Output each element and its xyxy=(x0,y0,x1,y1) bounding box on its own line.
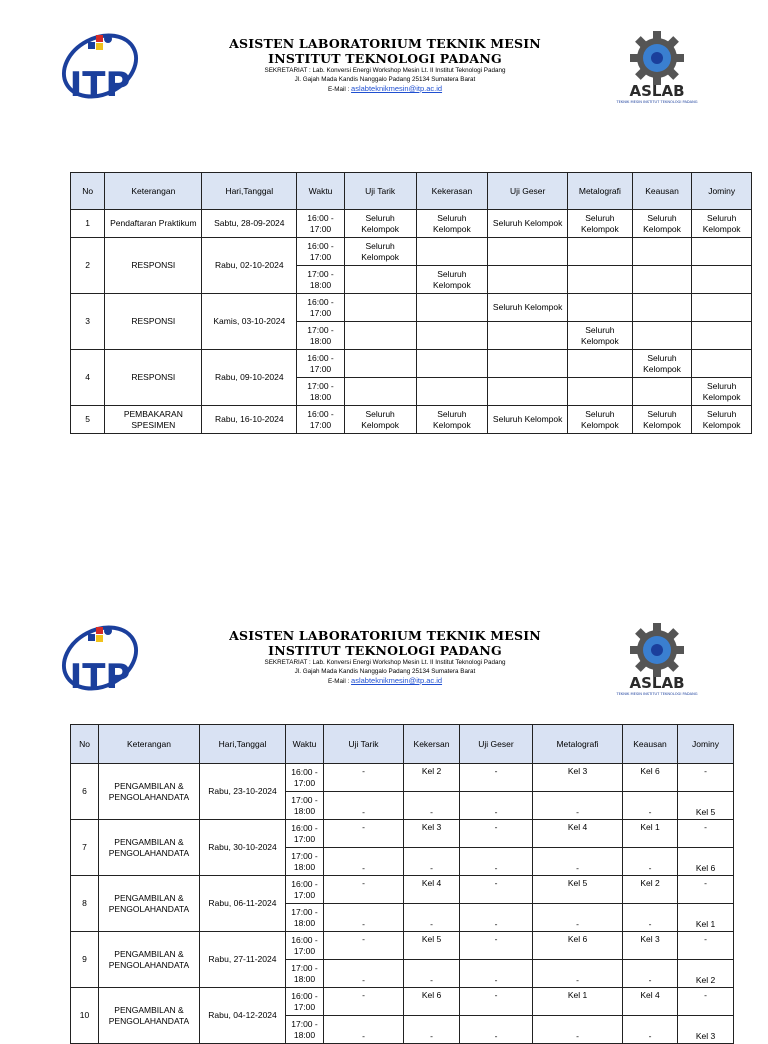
assignment-cell: Kel 3 xyxy=(404,820,460,848)
column-header: Waktu xyxy=(286,725,324,764)
assignment-cell: Seluruh Kelompok xyxy=(632,210,692,238)
assignment-cell: Seluruh Kelompok xyxy=(692,378,752,406)
assignment-cell: Seluruh Kelompok xyxy=(692,210,752,238)
assignment-cell: Kel 3 xyxy=(623,932,678,960)
assignment-cell: Seluruh Kelompok xyxy=(344,406,416,434)
time-cell: 17:00 - 18:00 xyxy=(297,322,344,350)
time-cell: 17:00 - 18:00 xyxy=(297,266,344,294)
assignment-cell: Seluruh Kelompok xyxy=(488,210,568,238)
assignment-cell xyxy=(416,350,488,378)
assignment-cell: Seluruh Kelompok xyxy=(488,294,568,322)
svg-text:ITP: ITP xyxy=(69,657,131,694)
time-cell: 17:00 - 18:00 xyxy=(286,848,324,876)
email-link[interactable]: aslabteknikmesin@itp.ac.id xyxy=(351,84,443,93)
assignment-cell: - xyxy=(324,820,404,848)
row-number-cell: 7 xyxy=(71,820,99,876)
description-cell: PENGAMBILAN & PENGOLAHANDATA xyxy=(99,820,200,876)
assignment-cell: - xyxy=(623,792,678,820)
assignment-cell xyxy=(344,378,416,406)
assignment-cell: Seluruh Kelompok xyxy=(344,238,416,266)
table-row xyxy=(71,238,752,266)
assignment-cell xyxy=(632,322,692,350)
assignment-cell xyxy=(488,266,568,294)
row-number-cell: 3 xyxy=(71,294,105,350)
table-row xyxy=(71,764,734,792)
assignment-cell: Kel 1 xyxy=(623,820,678,848)
time-cell: 17:00 - 18:00 xyxy=(286,1016,324,1044)
assignment-cell: - xyxy=(324,792,404,820)
assignment-cell xyxy=(488,350,568,378)
assignment-cell: - xyxy=(460,876,533,904)
assignment-cell: Seluruh Kelompok xyxy=(692,406,752,434)
assignment-cell: - xyxy=(678,820,734,848)
date-cell: Rabu, 02-10-2024 xyxy=(202,238,297,294)
schedule-table-1 xyxy=(70,172,752,434)
column-header: Jominy xyxy=(692,173,752,210)
assignment-cell: - xyxy=(324,988,404,1016)
row-number-cell: 2 xyxy=(71,238,105,294)
time-cell: 16:00 - 17:00 xyxy=(297,238,344,266)
email-line xyxy=(210,676,560,687)
column-header: No xyxy=(71,173,105,210)
assignment-cell: - xyxy=(623,904,678,932)
assignment-cell xyxy=(632,294,692,322)
assignment-cell: Seluruh Kelompok xyxy=(568,210,633,238)
table-header-row xyxy=(71,173,752,210)
assignment-cell: - xyxy=(678,988,734,1016)
date-cell: Rabu, 06-11-2024 xyxy=(200,876,286,932)
date-cell: Rabu, 16-10-2024 xyxy=(202,406,297,434)
assignment-cell: - xyxy=(623,848,678,876)
assignment-cell: - xyxy=(678,764,734,792)
description-cell: RESPONSI xyxy=(105,238,202,294)
assignment-cell: Seluruh Kelompok xyxy=(488,406,568,434)
row-number-cell: 1 xyxy=(71,210,105,238)
assignment-cell: Kel 2 xyxy=(404,764,460,792)
column-header: Kekerasan xyxy=(416,173,488,210)
assignment-cell: - xyxy=(404,960,460,988)
assignment-cell xyxy=(692,266,752,294)
assignment-cell xyxy=(488,322,568,350)
assignment-cell xyxy=(416,322,488,350)
column-header: Keterangan xyxy=(105,173,202,210)
assignment-cell: - xyxy=(404,792,460,820)
time-cell: 16:00 - 17:00 xyxy=(286,988,324,1016)
time-cell: 16:00 - 17:00 xyxy=(286,820,324,848)
assignment-cell xyxy=(416,378,488,406)
assignment-cell: Seluruh Kelompok xyxy=(416,406,488,434)
schedule-table-2 xyxy=(70,724,734,1044)
assignment-cell xyxy=(632,238,692,266)
assignment-cell xyxy=(568,350,633,378)
letterhead-text xyxy=(210,36,560,95)
table-row xyxy=(71,876,734,904)
aslab-logo xyxy=(614,622,700,696)
column-header: Keausan xyxy=(623,725,678,764)
org-title: ASISTEN LABORATORIUM TEKNIK MESIN xyxy=(229,36,541,51)
assignment-cell: Seluruh Kelompok xyxy=(344,210,416,238)
email-label: E-Mail : xyxy=(327,86,350,93)
column-header: Hari,Tanggal xyxy=(200,725,286,764)
address-line-1: SEKRETARIAT : Lab. Konversi Energi Workshop Mesin Lt. II Institut Teknologi Padang xyxy=(264,67,506,74)
column-header: Uji Geser xyxy=(488,173,568,210)
assignment-cell: Kel 5 xyxy=(404,932,460,960)
itp-logo xyxy=(60,30,140,102)
assignment-cell: - xyxy=(324,960,404,988)
table-header-row xyxy=(71,725,734,764)
assignment-cell: - xyxy=(404,1016,460,1044)
letterhead-text xyxy=(210,628,560,687)
time-cell: 16:00 - 17:00 xyxy=(297,350,344,378)
assignment-cell: Kel 2 xyxy=(678,960,734,988)
assignment-cell xyxy=(344,294,416,322)
assignment-cell: - xyxy=(460,932,533,960)
institute-title: INSTITUT TEKNOLOGI PADANG xyxy=(268,51,502,66)
column-header: Waktu xyxy=(297,173,344,210)
column-header: Jominy xyxy=(678,725,734,764)
assignment-cell: - xyxy=(678,932,734,960)
assignment-cell xyxy=(632,378,692,406)
assignment-cell: Kel 3 xyxy=(678,1016,734,1044)
assignment-cell: - xyxy=(324,876,404,904)
assignment-cell: Seluruh Kelompok xyxy=(568,322,633,350)
assignment-cell: - xyxy=(324,904,404,932)
date-cell: Rabu, 04-12-2024 xyxy=(200,988,286,1044)
date-cell: Kamis, 03-10-2024 xyxy=(202,294,297,350)
assignment-cell: - xyxy=(324,1016,404,1044)
assignment-cell xyxy=(568,294,633,322)
assignment-cell xyxy=(568,266,633,294)
assignment-cell: Kel 2 xyxy=(623,876,678,904)
itp-logo xyxy=(60,622,140,694)
assignment-cell: - xyxy=(533,1016,623,1044)
assignment-cell xyxy=(692,294,752,322)
assignment-cell: Kel 5 xyxy=(678,792,734,820)
description-cell: Pendaftaran Praktikum xyxy=(105,210,202,238)
address-line-2: Jl. Gajah Mada Kandis Nanggalo Padang 25134 Sumatera Barat xyxy=(294,668,476,675)
row-number-cell: 5 xyxy=(71,406,105,434)
column-header: Uji Geser xyxy=(460,725,533,764)
time-cell: 16:00 - 17:00 xyxy=(297,294,344,322)
svg-text:TEKNIK MESIN INSTITUT TEKNOLOG: TEKNIK MESIN INSTITUT TEKNOLOGI PADANG xyxy=(616,692,698,696)
assignment-cell: - xyxy=(460,764,533,792)
assignment-cell xyxy=(416,238,488,266)
institute-title: INSTITUT TEKNOLOGI PADANG xyxy=(268,643,502,658)
date-cell: Rabu, 30-10-2024 xyxy=(200,820,286,876)
assignment-cell: Kel 1 xyxy=(678,904,734,932)
assignment-cell xyxy=(692,238,752,266)
assignment-cell: Kel 6 xyxy=(623,764,678,792)
assignment-cell: Kel 6 xyxy=(533,932,623,960)
assignment-cell: - xyxy=(460,904,533,932)
table-row xyxy=(71,294,752,322)
date-cell: Rabu, 27-11-2024 xyxy=(200,932,286,988)
assignment-cell: - xyxy=(533,792,623,820)
row-number-cell: 8 xyxy=(71,876,99,932)
assignment-cell: - xyxy=(623,1016,678,1044)
assignment-cell: - xyxy=(404,904,460,932)
assignment-cell: Kel 4 xyxy=(533,820,623,848)
address-line-2: Jl. Gajah Mada Kandis Nanggalo Padang 25134 Sumatera Barat xyxy=(294,76,476,83)
table-row xyxy=(71,406,752,434)
assignment-cell: - xyxy=(324,764,404,792)
aslab-logo xyxy=(614,30,700,104)
assignment-cell: Seluruh Kelompok xyxy=(632,406,692,434)
assignment-cell xyxy=(632,266,692,294)
assignment-cell xyxy=(344,322,416,350)
column-header: Keterangan xyxy=(99,725,200,764)
assignment-cell: Kel 4 xyxy=(623,988,678,1016)
table-row xyxy=(71,820,734,848)
column-header: Metalografi xyxy=(533,725,623,764)
column-header: Uji Tarik xyxy=(324,725,404,764)
assignment-cell: - xyxy=(460,820,533,848)
table-row xyxy=(71,988,734,1016)
address-line-1: SEKRETARIAT : Lab. Konversi Energi Workshop Mesin Lt. II Institut Teknologi Padang xyxy=(264,659,506,666)
assignment-cell: Seluruh Kelompok xyxy=(568,406,633,434)
time-cell: 17:00 - 18:00 xyxy=(286,960,324,988)
column-header: Hari,Tanggal xyxy=(202,173,297,210)
svg-text:TEKNIK MESIN INSTITUT TEKNOLOG: TEKNIK MESIN INSTITUT TEKNOLOGI PADANG xyxy=(616,100,698,104)
assignment-cell: Kel 4 xyxy=(404,876,460,904)
assignment-cell: - xyxy=(324,848,404,876)
svg-text:ASLAB: ASLAB xyxy=(629,674,685,692)
time-cell: 16:00 - 17:00 xyxy=(286,876,324,904)
assignment-cell xyxy=(692,322,752,350)
assignment-cell xyxy=(568,238,633,266)
assignment-cell: - xyxy=(533,848,623,876)
assignment-cell: Kel 6 xyxy=(404,988,460,1016)
row-number-cell: 9 xyxy=(71,932,99,988)
assignment-cell xyxy=(416,294,488,322)
time-cell: 16:00 - 17:00 xyxy=(297,406,344,434)
assignment-cell: Seluruh Kelompok xyxy=(416,266,488,294)
table-row xyxy=(71,350,752,378)
time-cell: 17:00 - 18:00 xyxy=(297,378,344,406)
date-cell: Sabtu, 28-09-2024 xyxy=(202,210,297,238)
email-label: E-Mail : xyxy=(327,678,350,685)
column-header: Metalografi xyxy=(568,173,633,210)
assignment-cell: - xyxy=(678,876,734,904)
assignment-cell: Kel 6 xyxy=(678,848,734,876)
row-number-cell: 10 xyxy=(71,988,99,1044)
email-line xyxy=(210,84,560,95)
assignment-cell: - xyxy=(460,960,533,988)
table-row xyxy=(71,210,752,238)
column-header: Kekersan xyxy=(404,725,460,764)
date-cell: Rabu, 23-10-2024 xyxy=(200,764,286,820)
description-cell: PENGAMBILAN & PENGOLAHANDATA xyxy=(99,764,200,820)
assignment-cell: - xyxy=(324,932,404,960)
description-cell: PENGAMBILAN & PENGOLAHANDATA xyxy=(99,876,200,932)
assignment-cell: - xyxy=(533,904,623,932)
assignment-cell xyxy=(692,350,752,378)
assignment-cell xyxy=(488,238,568,266)
svg-text:ITP: ITP xyxy=(69,65,131,102)
assignment-cell: Seluruh Kelompok xyxy=(632,350,692,378)
column-header: No xyxy=(71,725,99,764)
table-row xyxy=(71,932,734,960)
svg-text:ASLAB: ASLAB xyxy=(629,82,685,100)
letterhead-1 xyxy=(0,28,768,108)
email-link[interactable]: aslabteknikmesin@itp.ac.id xyxy=(351,676,443,685)
assignment-cell: - xyxy=(533,960,623,988)
description-cell: RESPONSI xyxy=(105,294,202,350)
column-header: Keausan xyxy=(632,173,692,210)
letterhead-2 xyxy=(0,620,768,700)
org-title: ASISTEN LABORATORIUM TEKNIK MESIN xyxy=(229,628,541,643)
assignment-cell: Kel 5 xyxy=(533,876,623,904)
assignment-cell: - xyxy=(460,848,533,876)
description-cell: RESPONSI xyxy=(105,350,202,406)
time-cell: 17:00 - 18:00 xyxy=(286,792,324,820)
description-cell: PEMBAKARAN SPESIMEN xyxy=(105,406,202,434)
assignment-cell: - xyxy=(623,960,678,988)
description-cell: PENGAMBILAN & PENGOLAHANDATA xyxy=(99,988,200,1044)
assignment-cell: Kel 1 xyxy=(533,988,623,1016)
assignment-cell xyxy=(568,378,633,406)
assignment-cell xyxy=(344,266,416,294)
description-cell: PENGAMBILAN & PENGOLAHANDATA xyxy=(99,932,200,988)
assignment-cell xyxy=(488,378,568,406)
date-cell: Rabu, 09-10-2024 xyxy=(202,350,297,406)
assignment-cell: Kel 3 xyxy=(533,764,623,792)
time-cell: 17:00 - 18:00 xyxy=(286,904,324,932)
assignment-cell: - xyxy=(460,792,533,820)
assignment-cell: Seluruh Kelompok xyxy=(416,210,488,238)
time-cell: 16:00 - 17:00 xyxy=(286,932,324,960)
time-cell: 16:00 - 17:00 xyxy=(297,210,344,238)
assignment-cell xyxy=(344,350,416,378)
row-number-cell: 4 xyxy=(71,350,105,406)
assignment-cell: - xyxy=(460,988,533,1016)
assignment-cell: - xyxy=(404,848,460,876)
row-number-cell: 6 xyxy=(71,764,99,820)
column-header: Uji Tarik xyxy=(344,173,416,210)
assignment-cell: - xyxy=(460,1016,533,1044)
time-cell: 16:00 - 17:00 xyxy=(286,764,324,792)
